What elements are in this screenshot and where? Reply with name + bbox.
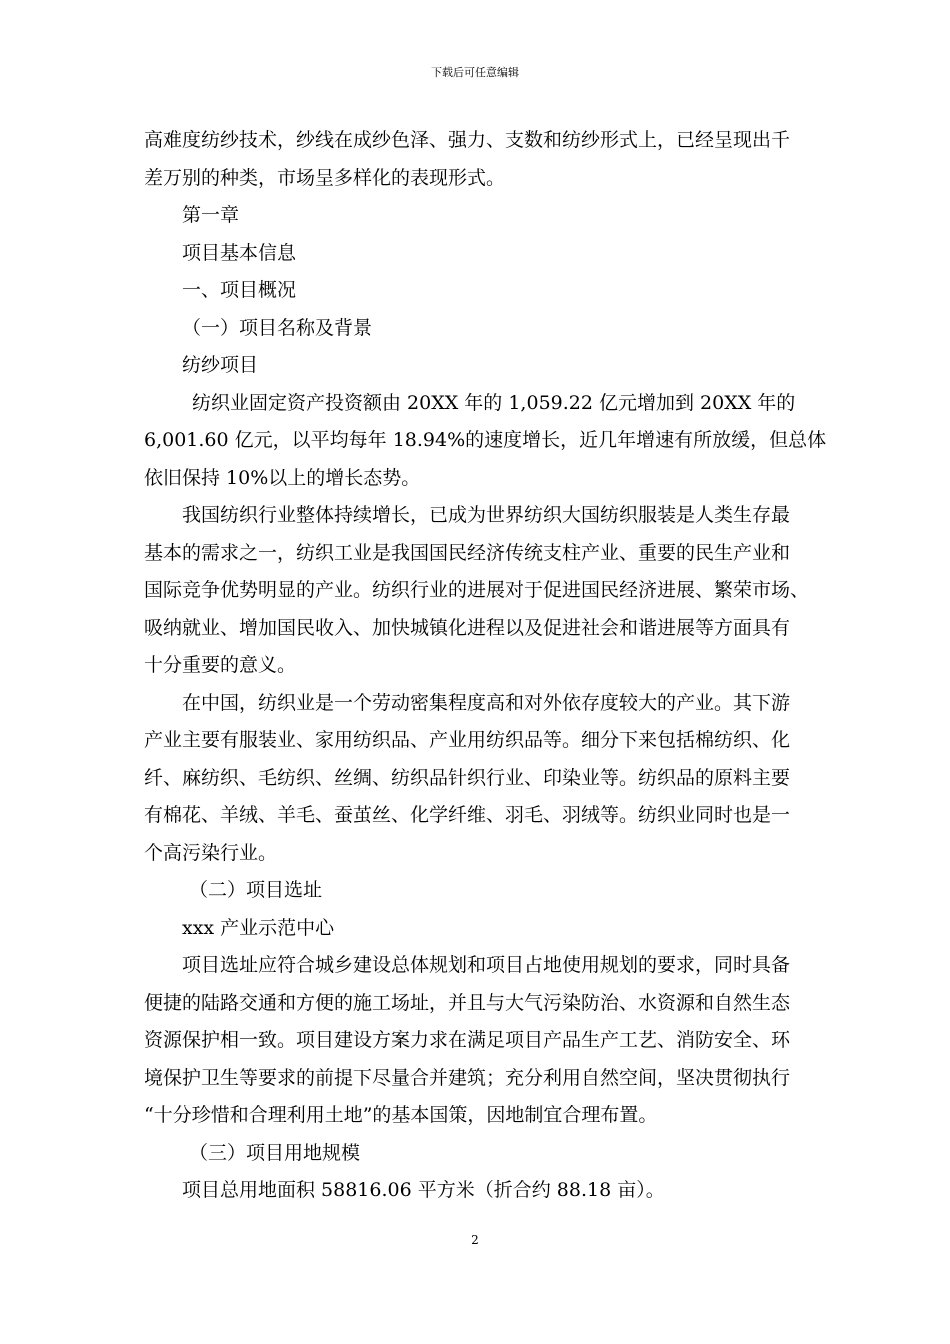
section-heading: 一、项目概况: [182, 279, 297, 301]
document-body: [144, 122, 827, 1210]
project-name: 纺纱项目: [182, 354, 259, 376]
page-header: 下载后可任意编辑: [431, 66, 519, 79]
text-line: 6,001.60 亿元，以平均每年 18.94%的速度增长，近几年增速有所放缓，但总体: [144, 429, 827, 451]
text-line: 国际竞争优势明显的产业。纺织行业的进展对于促进国民经济进展、繁荣市场、: [144, 579, 810, 601]
text-line: 便捷的陆路交通和方便的施工场址，并且与大气污染防治、水资源和自然生态: [144, 991, 791, 1014]
text-line: 差万别的种类，市场呈多样化的表现形式。: [144, 166, 506, 189]
text-line: 纺织业固定资产投资额由 20XX 年的 1,059.22 亿元增加到 20XX 年的: [192, 391, 796, 414]
text-line: 资源保护相一致。项目建设方案力求在满足项目产品生产工艺、消防安全、环: [144, 1029, 791, 1051]
text-line: 有棉花、羊绒、羊毛、蚕茧丝、化学纤维、羽毛、羽绒等。纺织业同时也是一: [144, 804, 791, 826]
site-name: xxx 产业示范中心: [182, 916, 335, 939]
paragraph-industry-growth: [144, 497, 809, 685]
text-line: 基本的需求之一，纺织工业是我国国民经济传统支柱产业、重要的民生产业和: [144, 541, 791, 564]
text-line: 吸纳就业、增加国民收入、加快城镇化进程以及促进社会和谐进展等方面具有: [144, 616, 791, 639]
text-line: 在中国，纺织业是一个劳动密集程度高和对外依存度较大的产业。其下游: [182, 691, 791, 714]
land-area-statement: 项目总用地面积 58816.06 平方米（折合约 88.18 亩）。: [182, 1179, 665, 1201]
text-line: 我国纺织行业整体持续增长，已成为世界纺织大国纺织服装是人类生存最: [182, 504, 791, 526]
text-line: 产业主要有服装业、家用纺织品、产业用纺织品等。细分下来包括棉纺织、化: [144, 729, 791, 751]
subsection-heading: （一）项目名称及背景: [182, 316, 373, 339]
text-line: 境保护卫生等要求的前提下尽量合并建筑；充分利用自然空间，坚决贯彻执行: [144, 1066, 791, 1089]
paragraph-investment: [144, 385, 827, 498]
subsection-heading: （三）项目用地规模: [189, 1141, 361, 1164]
page-number: 2: [471, 1233, 479, 1247]
text-line: 高难度纺纱技术，纱线在成纱色泽、强力、支数和纺纱形式上，已经呈现出千: [144, 129, 791, 151]
text-line: “十分珍惜和合理利用土地”的基本国策，因地制宜合理布置。: [144, 1104, 658, 1126]
text-line: 依旧保持 10%以上的增长态势。: [144, 466, 421, 489]
text-line: 十分重要的意义。: [144, 654, 297, 676]
paragraph-intro-continued: [144, 122, 809, 197]
chapter-title: 项目基本信息: [182, 241, 297, 264]
subsection-heading: （二）项目选址: [189, 879, 323, 901]
text-line: 项目选址应符合城乡建设总体规划和项目占地使用规划的要求，同时具备: [182, 954, 791, 976]
chapter-number: 第一章: [182, 204, 240, 226]
text-line: 纤、麻纺织、毛纺织、丝绸、纺织品针织行业、印染业等。纺织品的原料主要: [144, 766, 791, 789]
paragraph-site-selection: [144, 947, 809, 1135]
text-line: 个高污染行业。: [144, 841, 278, 864]
paragraph-china-textile: [144, 685, 809, 873]
